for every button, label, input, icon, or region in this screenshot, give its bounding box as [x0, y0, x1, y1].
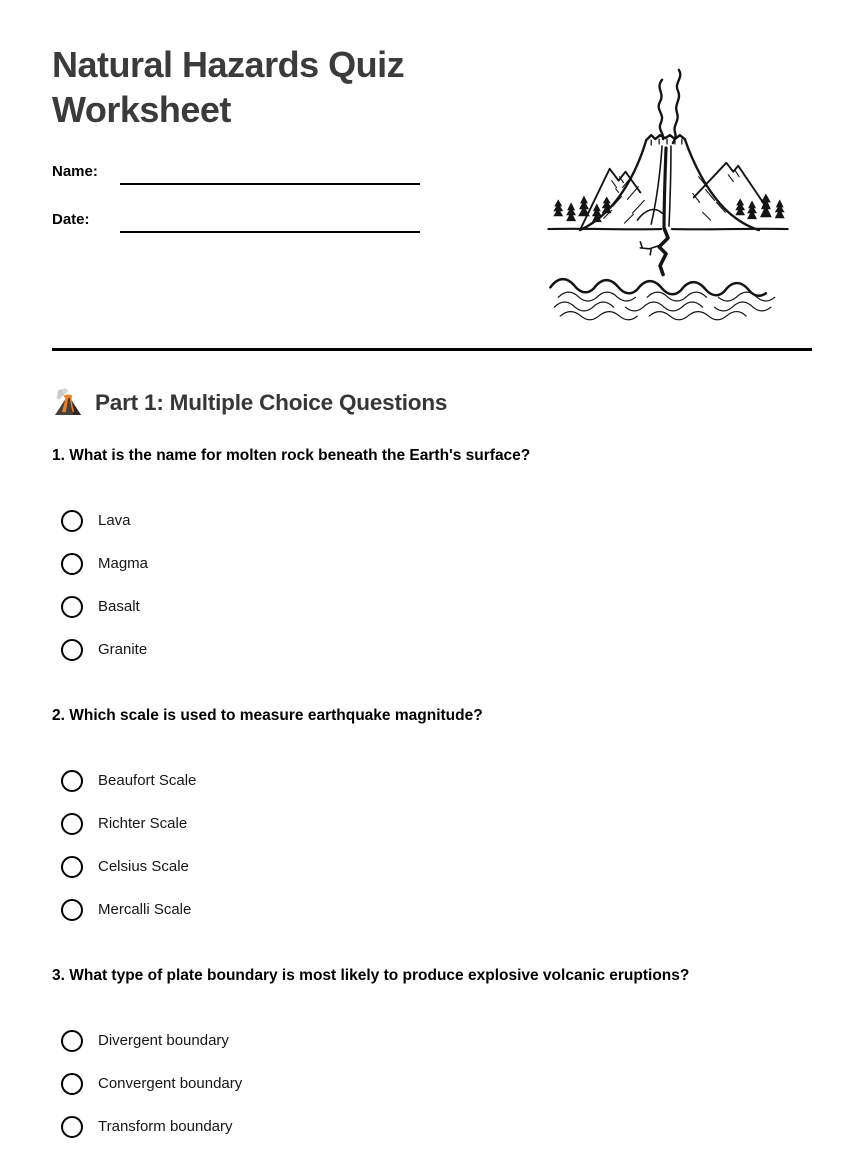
option-beaufort-scale[interactable]	[61, 770, 812, 792]
radio-granite[interactable]	[61, 639, 83, 661]
name-field-row	[52, 158, 504, 180]
option-transform-boundary[interactable]	[61, 1116, 812, 1138]
question-2	[52, 705, 812, 921]
option-label: Lava	[98, 512, 131, 529]
radio-magma[interactable]	[61, 553, 83, 575]
question-1-text: 1. What is the name for molten rock beneath the Earth's surface?	[52, 447, 531, 464]
option-celsius-scale[interactable]	[61, 856, 812, 878]
radio-divergent-boundary[interactable]	[61, 1030, 83, 1052]
question-1	[52, 445, 812, 661]
option-granite[interactable]	[61, 639, 812, 661]
option-label: Transform boundary	[98, 1118, 233, 1135]
date-label: Date:	[52, 211, 90, 228]
radio-lava[interactable]	[61, 510, 83, 532]
volcano-illustration	[544, 60, 792, 322]
volcano-illustration-svg	[544, 60, 792, 322]
date-input-line[interactable]	[120, 230, 420, 233]
question-2-options	[61, 770, 812, 921]
question-3-options	[61, 1030, 812, 1138]
option-lava[interactable]	[61, 510, 812, 532]
radio-celsius-scale[interactable]	[61, 856, 83, 878]
option-label: Celsius Scale	[98, 858, 189, 875]
radio-basalt[interactable]	[61, 596, 83, 618]
option-basalt[interactable]	[61, 596, 812, 618]
section-title: Part 1: Multiple Choice Questions	[95, 390, 448, 415]
option-mercalli-scale[interactable]	[61, 899, 812, 921]
radio-transform-boundary[interactable]	[61, 1116, 83, 1138]
option-magma[interactable]	[61, 553, 812, 575]
question-1-options	[61, 510, 812, 661]
page-title: Natural Hazards Quiz Worksheet	[52, 44, 405, 130]
header-left	[52, 0, 504, 322]
radio-richter-scale[interactable]	[61, 813, 83, 835]
section-heading	[52, 387, 812, 419]
option-convergent-boundary[interactable]	[61, 1073, 812, 1095]
option-label: Richter Scale	[98, 815, 188, 832]
question-3-text: 3. What type of plate boundary is most likely to produce explosive volcanic eruptions?	[52, 967, 690, 984]
option-richter-scale[interactable]	[61, 813, 812, 835]
section-divider	[52, 348, 812, 351]
radio-mercalli-scale[interactable]	[61, 899, 83, 921]
radio-beaufort-scale[interactable]	[61, 770, 83, 792]
date-field-row	[52, 206, 504, 228]
option-label: Magma	[98, 555, 149, 572]
option-label: Beaufort Scale	[98, 772, 197, 789]
option-label: Granite	[98, 641, 148, 658]
name-input-line[interactable]	[120, 182, 420, 185]
option-divergent-boundary[interactable]	[61, 1030, 812, 1052]
option-label: Divergent boundary	[98, 1032, 229, 1049]
header	[52, 0, 812, 322]
name-label: Name:	[52, 163, 98, 180]
option-label: Mercalli Scale	[98, 901, 192, 918]
question-2-text: 2. Which scale is used to measure earthquake magnitude?	[52, 707, 483, 724]
option-label: Convergent boundary	[98, 1075, 243, 1092]
question-3	[52, 965, 812, 1138]
volcano-icon	[52, 387, 84, 419]
option-label: Basalt	[98, 598, 140, 615]
radio-convergent-boundary[interactable]	[61, 1073, 83, 1095]
